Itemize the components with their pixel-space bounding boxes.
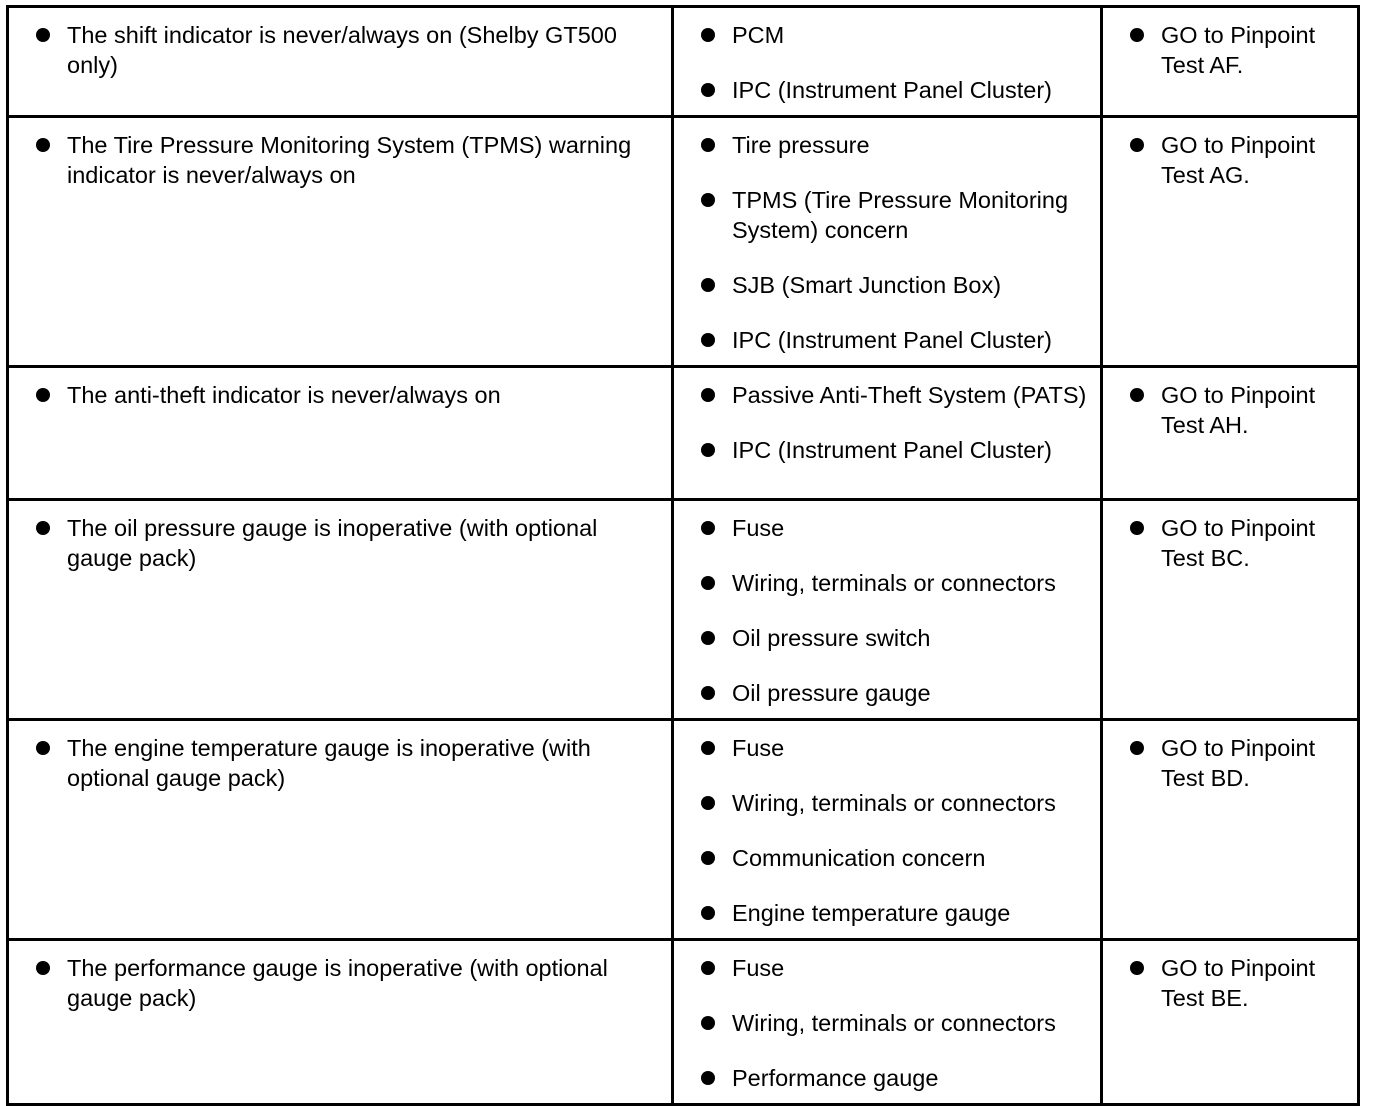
bullet-icon	[701, 851, 715, 865]
list-item	[674, 568, 1090, 598]
list-item	[674, 270, 1090, 300]
bullet-list	[1103, 513, 1347, 573]
bullet-icon	[701, 796, 715, 810]
list-item	[674, 1008, 1090, 1038]
list-item-text: Communication concern	[732, 845, 986, 871]
list-item	[674, 75, 1090, 105]
list-item-text: Passive Anti-Theft System (PATS)	[732, 382, 1087, 408]
bullet-icon	[36, 521, 50, 535]
bullet-icon	[701, 631, 715, 645]
bullet-list	[9, 513, 661, 573]
list-item	[1103, 380, 1347, 440]
list-item-text: Wiring, terminals or connectors	[732, 1010, 1056, 1036]
list-item-text: The performance gauge is inoperative (with optional gauge pack)	[67, 955, 608, 1011]
list-item	[674, 1063, 1090, 1093]
list-item-text: IPC (Instrument Panel Cluster)	[732, 437, 1052, 463]
bullet-icon	[701, 333, 715, 347]
list-item	[674, 788, 1090, 818]
list-item	[1103, 953, 1347, 1013]
bullet-icon	[701, 741, 715, 755]
bullet-list	[1103, 733, 1347, 793]
diagnostic-table-body	[8, 7, 1359, 1105]
bullet-icon	[36, 138, 50, 152]
list-item-text: Oil pressure gauge	[732, 680, 931, 706]
table-row	[8, 117, 1359, 367]
action-cell	[1102, 500, 1359, 720]
list-item-text: GO to Pinpoint Test BC.	[1161, 515, 1316, 571]
list-item-text: TPMS (Tire Pressure Monitoring System) concern	[732, 187, 1069, 243]
condition-cell	[8, 7, 673, 117]
list-item	[9, 733, 661, 793]
action-cell	[1102, 7, 1359, 117]
bullet-icon	[701, 906, 715, 920]
bullet-icon	[701, 28, 715, 42]
condition-cell	[8, 720, 673, 940]
list-item	[674, 678, 1090, 708]
condition-cell	[8, 940, 673, 1105]
bullet-list	[9, 20, 661, 80]
diagnostic-table	[6, 5, 1360, 1106]
list-item	[9, 130, 661, 190]
list-item	[1103, 130, 1347, 190]
possible-source-cell	[673, 940, 1102, 1105]
bullet-list	[1103, 380, 1347, 440]
condition-cell	[8, 500, 673, 720]
list-item	[674, 898, 1090, 928]
bullet-icon	[1130, 961, 1144, 975]
bullet-icon	[1130, 521, 1144, 535]
bullet-list	[9, 733, 661, 793]
list-item	[674, 130, 1090, 160]
action-cell	[1102, 720, 1359, 940]
bullet-icon	[1130, 28, 1144, 42]
bullet-icon	[701, 388, 715, 402]
list-item	[674, 325, 1090, 355]
possible-source-cell	[673, 7, 1102, 117]
bullet-icon	[701, 961, 715, 975]
bullet-list	[9, 380, 661, 410]
list-item	[674, 733, 1090, 763]
bullet-list	[674, 733, 1090, 928]
bullet-icon	[701, 686, 715, 700]
list-item	[9, 380, 661, 410]
bullet-list	[674, 380, 1090, 465]
bullet-icon	[701, 443, 715, 457]
list-item-text: Wiring, terminals or connectors	[732, 790, 1056, 816]
bullet-list	[9, 953, 661, 1013]
list-item-text: Fuse	[732, 955, 785, 981]
list-item-text: Engine temperature gauge	[732, 900, 1011, 926]
list-item-text: The Tire Pressure Monitoring System (TPMS) warning indicator is never/always on	[67, 132, 632, 188]
bullet-icon	[36, 961, 50, 975]
bullet-icon	[701, 138, 715, 152]
bullet-icon	[701, 193, 715, 207]
table-row	[8, 500, 1359, 720]
list-item	[1103, 20, 1347, 80]
bullet-list	[1103, 20, 1347, 80]
bullet-icon	[701, 1071, 715, 1085]
list-item-text: Fuse	[732, 515, 785, 541]
list-item-text: GO to Pinpoint Test AH.	[1161, 382, 1316, 438]
table-row	[8, 940, 1359, 1105]
list-item-text: IPC (Instrument Panel Cluster)	[732, 77, 1052, 103]
bullet-icon	[701, 278, 715, 292]
list-item	[674, 843, 1090, 873]
bullet-icon	[36, 388, 50, 402]
list-item-text: The engine temperature gauge is inoperative (with optional gauge pack)	[67, 735, 591, 791]
bullet-icon	[701, 521, 715, 535]
list-item	[9, 20, 661, 80]
list-item-text: GO to Pinpoint Test AF.	[1161, 22, 1316, 78]
table-row	[8, 367, 1359, 500]
list-item-text: Performance gauge	[732, 1065, 939, 1091]
list-item-text: Fuse	[732, 735, 785, 761]
list-item-text: Tire pressure	[732, 132, 870, 158]
bullet-icon	[701, 576, 715, 590]
bullet-icon	[36, 741, 50, 755]
table-row	[8, 7, 1359, 117]
action-cell	[1102, 367, 1359, 500]
list-item	[1103, 513, 1347, 573]
bullet-icon	[1130, 388, 1144, 402]
list-item	[9, 513, 661, 573]
bullet-icon	[1130, 741, 1144, 755]
bullet-list	[9, 130, 661, 190]
list-item	[674, 380, 1090, 410]
bullet-list	[1103, 130, 1347, 190]
list-item-text: The shift indicator is never/always on (Shelby GT500 only)	[67, 22, 617, 78]
possible-source-cell	[673, 367, 1102, 500]
bullet-list	[674, 20, 1090, 105]
bullet-icon	[1130, 138, 1144, 152]
list-item-text: The anti-theft indicator is never/always on	[67, 382, 501, 408]
list-item-text: Oil pressure switch	[732, 625, 931, 651]
possible-source-cell	[673, 117, 1102, 367]
list-item-text: SJB (Smart Junction Box)	[732, 272, 1002, 298]
condition-cell	[8, 117, 673, 367]
possible-source-cell	[673, 720, 1102, 940]
possible-source-cell	[673, 500, 1102, 720]
bullet-list	[674, 130, 1090, 355]
list-item	[674, 623, 1090, 653]
action-cell	[1102, 117, 1359, 367]
list-item	[1103, 733, 1347, 793]
bullet-list	[674, 513, 1090, 708]
list-item-text: GO to Pinpoint Test BE.	[1161, 955, 1316, 1011]
bullet-list	[674, 953, 1090, 1093]
list-item-text: IPC (Instrument Panel Cluster)	[732, 327, 1052, 353]
list-item-text: GO to Pinpoint Test AG.	[1161, 132, 1316, 188]
list-item	[674, 435, 1090, 465]
list-item-text: PCM	[732, 22, 785, 48]
list-item-text: GO to Pinpoint Test BD.	[1161, 735, 1316, 791]
action-cell	[1102, 940, 1359, 1105]
list-item-text: The oil pressure gauge is inoperative (with optional gauge pack)	[67, 515, 598, 571]
list-item	[674, 953, 1090, 983]
condition-cell	[8, 367, 673, 500]
bullet-icon	[701, 83, 715, 97]
bullet-icon	[701, 1016, 715, 1030]
list-item-text: Wiring, terminals or connectors	[732, 570, 1056, 596]
list-item	[674, 513, 1090, 543]
table-row	[8, 720, 1359, 940]
list-item	[674, 185, 1090, 245]
list-item	[9, 953, 661, 1013]
list-item	[674, 20, 1090, 50]
bullet-list	[1103, 953, 1347, 1013]
bullet-icon	[36, 28, 50, 42]
